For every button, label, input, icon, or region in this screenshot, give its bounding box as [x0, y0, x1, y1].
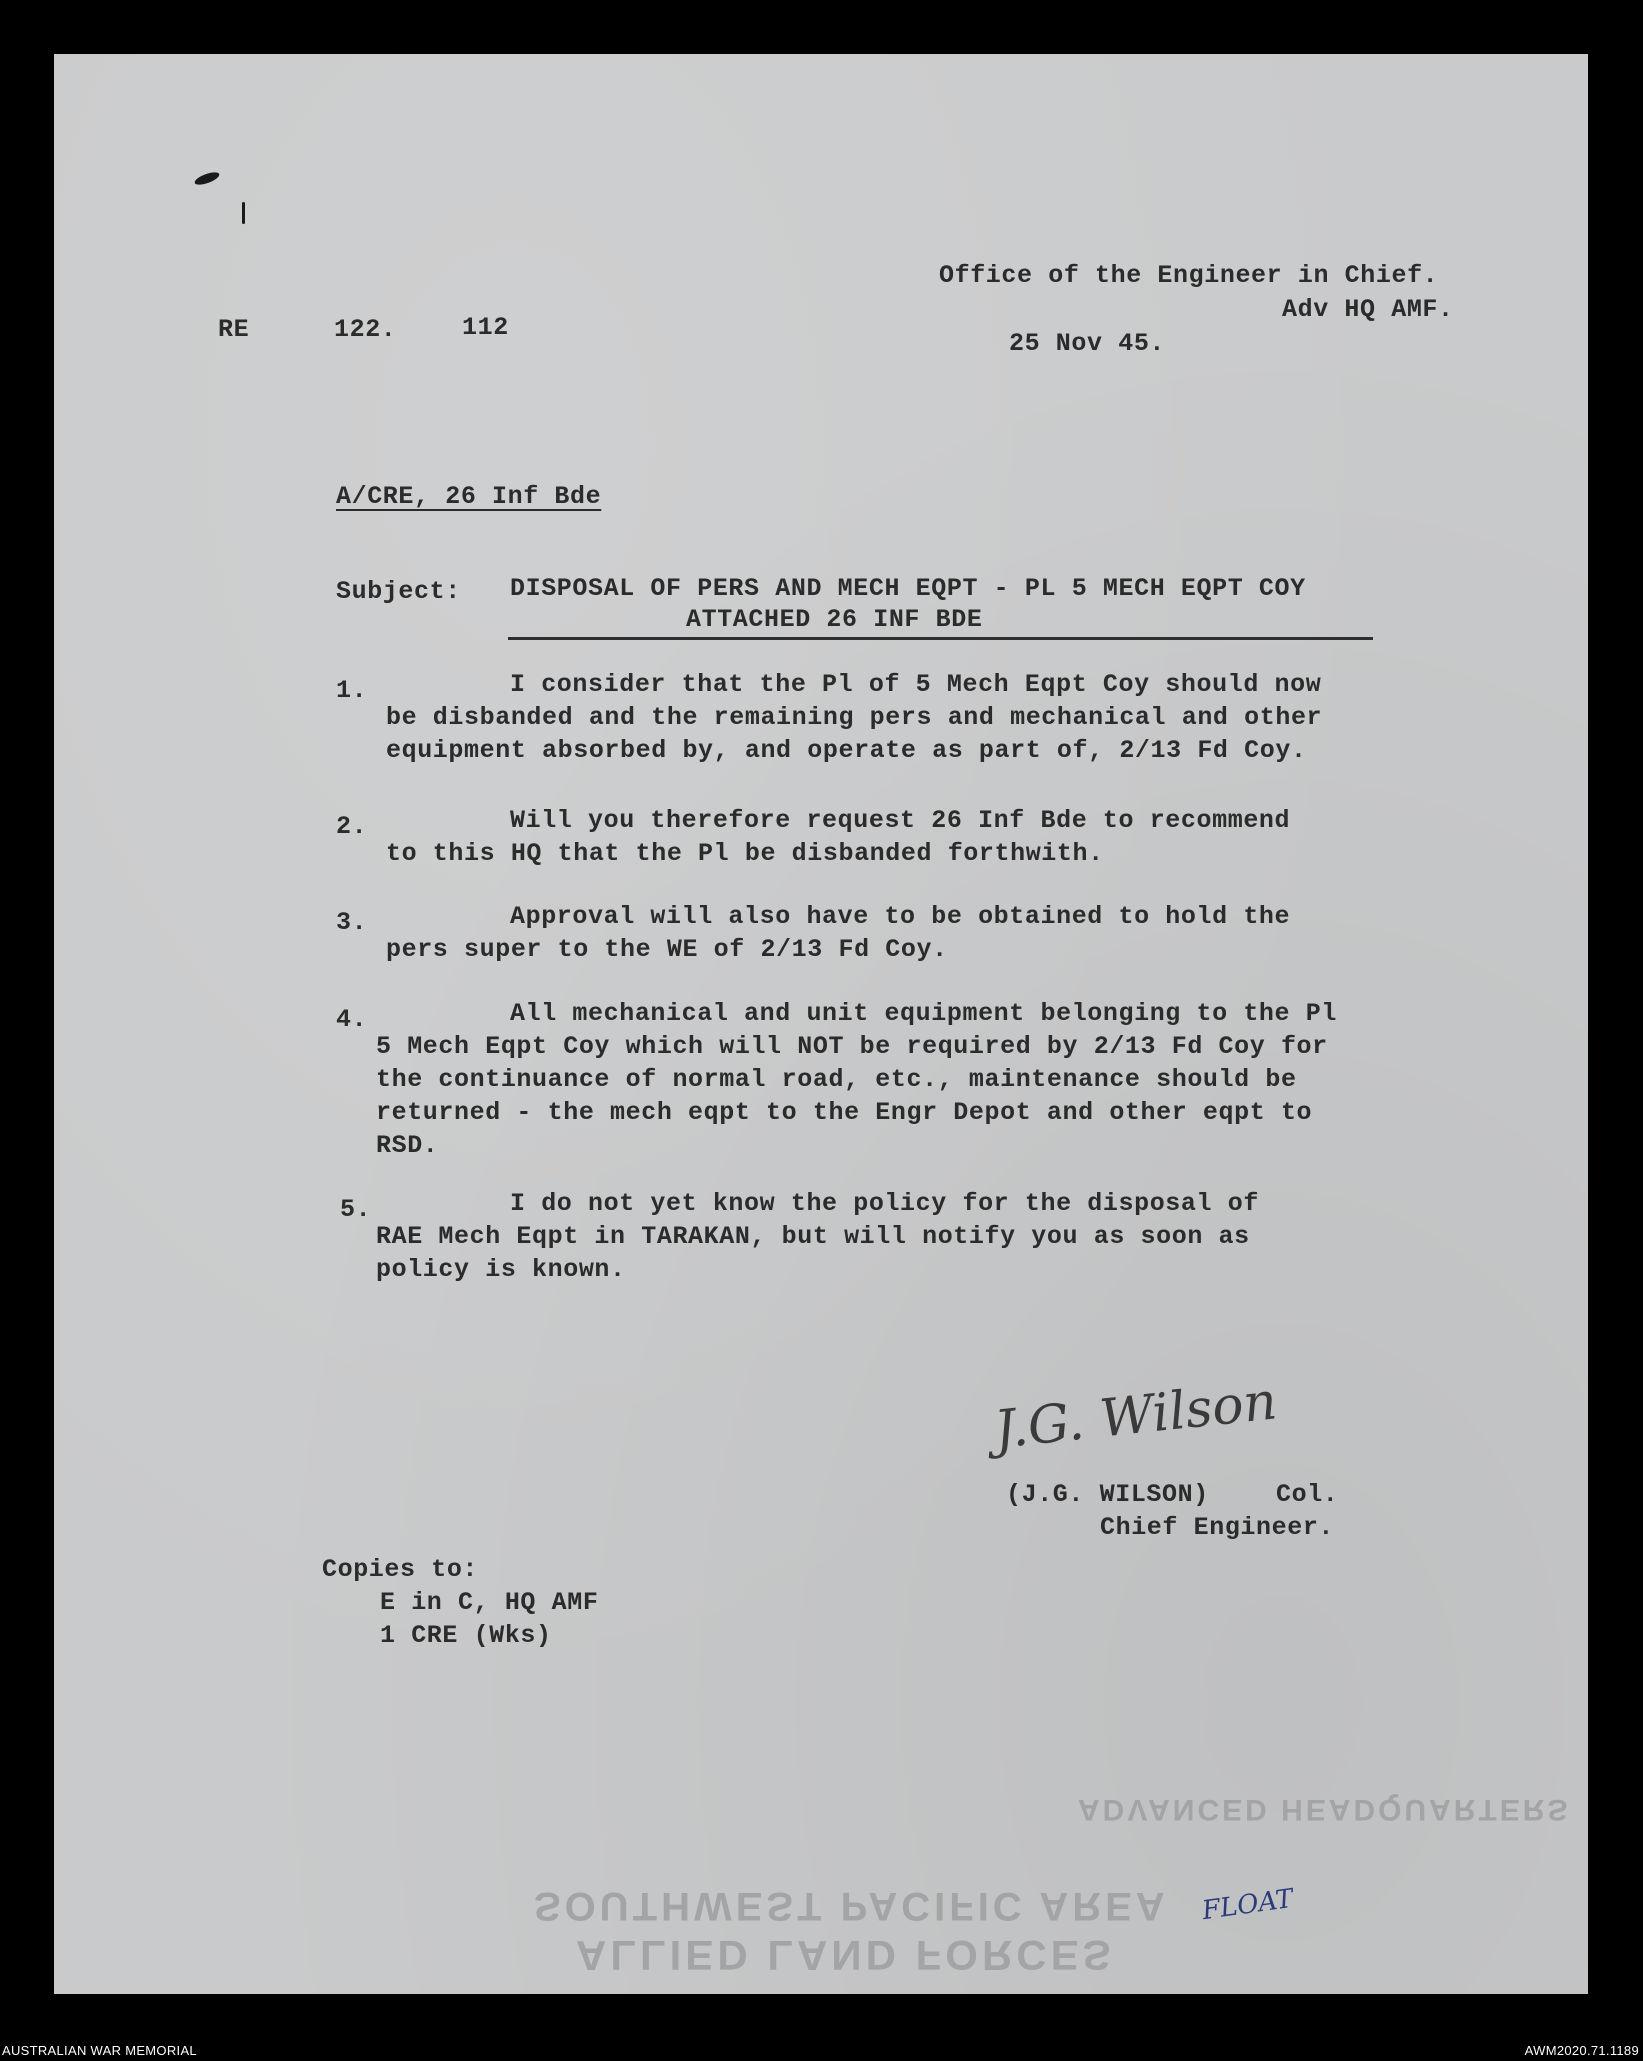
paragraph-line: 5 Mech Eqpt Coy which will NOT be required by 2/13 Fd Coy for	[376, 1032, 1328, 1061]
paragraph-line: returned - the mech eqpt to the Engr Depot and other eqpt to	[376, 1098, 1313, 1127]
signatory-title: Chief Engineer.	[1100, 1513, 1335, 1542]
copies-label: Copies to:	[322, 1555, 479, 1584]
paragraph-line: RSD.	[376, 1131, 439, 1160]
paragraph-line: RAE Mech Eqpt in TARAKAN, but will notify you as soon as	[376, 1222, 1250, 1251]
paragraph-line: I consider that the Pl of 5 Mech Eqpt Coy should now	[510, 670, 1322, 699]
paragraph-line: policy is known.	[376, 1255, 626, 1284]
reference-code: RE	[218, 315, 250, 344]
stamp-line-southwest-pacific-area: SOUTHWEST PACIFIC AREA	[534, 1884, 1169, 1928]
paragraph-line: All mechanical and unit equipment belonging to the Pl	[510, 999, 1337, 1028]
subject-label: Subject:	[336, 577, 461, 606]
paper-damage-mark	[193, 170, 221, 187]
paragraph-4-text	[376, 997, 1337, 1162]
signatory-rank: Col.	[1276, 1480, 1339, 1509]
paragraph-2-number: 2.	[336, 812, 368, 841]
paragraph-5-number: 5.	[340, 1195, 372, 1224]
paper-damage-mark	[242, 202, 245, 224]
letter-date: 25 Nov 45.	[1009, 329, 1166, 358]
paragraph-3-number: 3.	[336, 908, 368, 937]
document-page	[54, 54, 1588, 1994]
paragraph-line: pers super to the WE of 2/13 Fd Coy.	[386, 935, 948, 964]
paragraph-1-number: 1.	[336, 676, 368, 705]
handwritten-signature: J.G. Wilson	[991, 1371, 1280, 1461]
office-line-1: Office of the Engineer in Chief.	[939, 261, 1439, 290]
paragraph-5-text	[376, 1187, 1259, 1286]
copies-recipient: 1 CRE (Wks)	[380, 1621, 552, 1650]
handwritten-annotation: FLOAT	[1200, 1883, 1295, 1927]
subject-line-2: ATTACHED 26 INF BDE	[686, 605, 983, 634]
addressee: A/CRE, 26 Inf Bde	[336, 482, 602, 511]
paragraph-line: I do not yet know the policy for the disposal of	[510, 1189, 1259, 1218]
paragraph-line: the continuance of normal road, etc., maintenance should be	[376, 1065, 1297, 1094]
reference-number-1: 122.	[334, 315, 397, 344]
stamp-line-allied-land-forces: ALLIED LAND FORCES	[576, 1932, 1115, 1979]
paragraph-1-text	[386, 668, 1322, 767]
footer-archive-name: AUSTRALIAN WAR MEMORIAL	[2, 2043, 197, 2058]
copies-recipient: E in C, HQ AMF	[380, 1588, 599, 1617]
paragraph-line: equipment absorbed by, and operate as part of, 2/13 Fd Coy.	[386, 736, 1307, 765]
subject-underline	[508, 637, 1373, 640]
paragraph-3-text	[386, 900, 1290, 966]
footer-accession-number: AWM2020.71.1189	[1524, 2043, 1639, 2058]
paragraph-line: Will you therefore request 26 Inf Bde to recommend	[510, 806, 1291, 835]
office-line-2: Adv HQ AMF.	[1282, 295, 1454, 324]
paragraph-line: be disbanded and the remaining pers and mechanical and other	[386, 703, 1323, 732]
paragraph-2-text	[386, 804, 1290, 870]
paragraph-line: Approval will also have to be obtained to hold the	[510, 902, 1291, 931]
paragraph-4-number: 4.	[336, 1005, 368, 1034]
subject-line-1: DISPOSAL OF PERS AND MECH EQPT - PL 5 MECH EQPT COY	[510, 574, 1306, 603]
paragraph-line: to this HQ that the Pl be disbanded forthwith.	[386, 839, 1104, 868]
reference-number-2: 112	[462, 313, 509, 342]
signatory-name: (J.G. WILSON)	[1006, 1480, 1209, 1509]
stamp-line-advanced-headquarters: ADVANCED HEADQUARTERS	[1078, 1793, 1571, 1826]
